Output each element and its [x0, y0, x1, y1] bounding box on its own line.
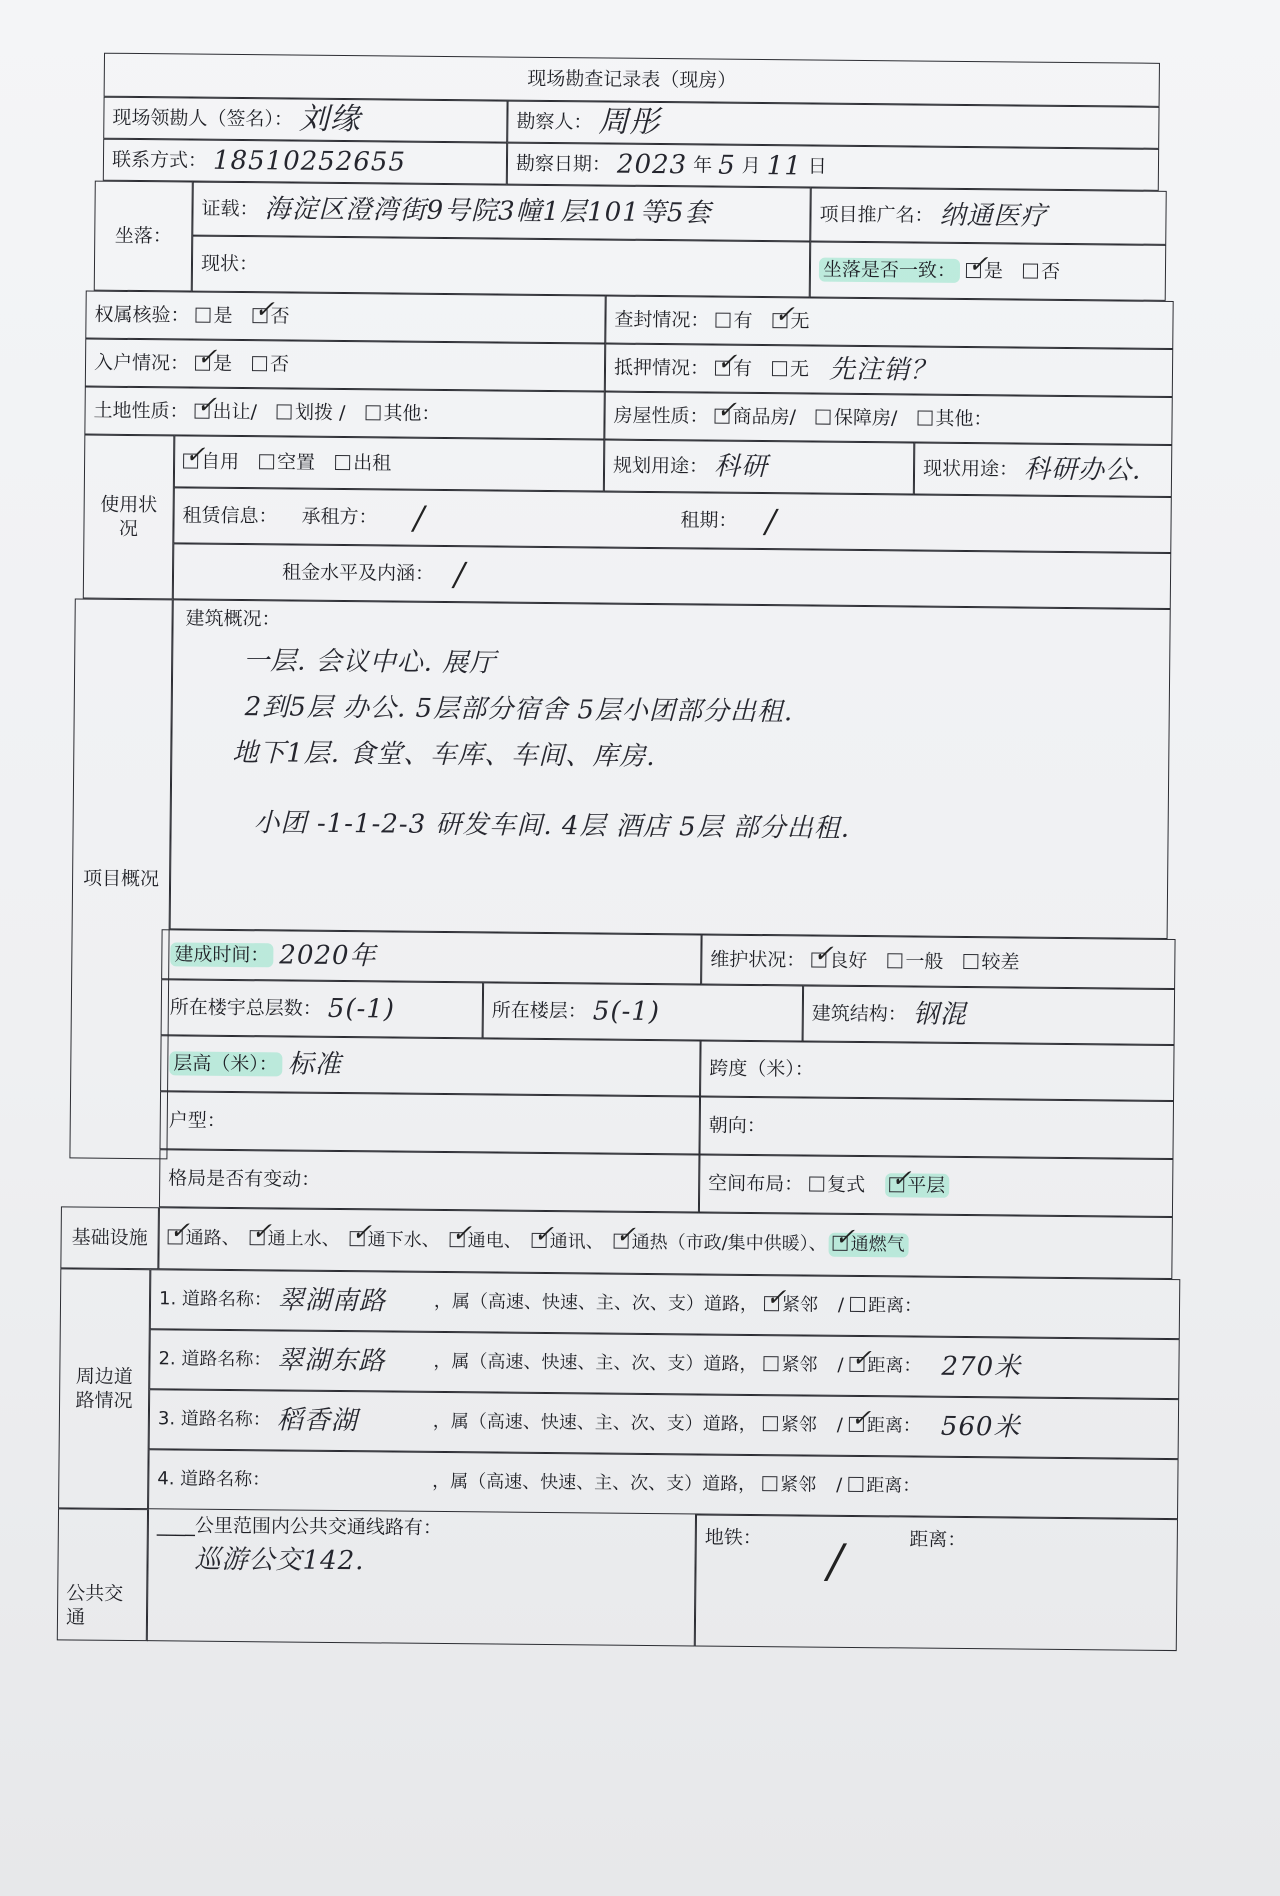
transport-label: 公共交通 — [65, 1582, 124, 1629]
certificate-label: 证载： — [201, 197, 259, 221]
project-name-cell — [810, 187, 1167, 244]
location-consistent-cell — [810, 241, 1167, 300]
road-1-name-label: 1. 道路名称： — [158, 1288, 273, 1311]
checkbox-land-other[interactable] — [365, 405, 380, 420]
floor-height-value: 标准 — [287, 1049, 342, 1081]
date-day-unit: 日 — [807, 155, 827, 178]
checkbox-road-1-adjacent[interactable] — [764, 1296, 779, 1311]
roads-label-cell — [58, 1268, 150, 1509]
rent-level-cell — [173, 543, 1171, 609]
lease-info-label: 租赁信息： — [182, 504, 278, 528]
checkbox-mortgage-none[interactable] — [772, 361, 787, 376]
built-year-label: 建成时间： — [170, 942, 273, 967]
water-supply-label: 通上水、 — [267, 1228, 340, 1251]
checkbox-road-1-distance[interactable] — [850, 1297, 865, 1312]
seizure-label: 查封情况： — [614, 308, 710, 332]
entry-label: 入户情况： — [93, 351, 190, 375]
checkbox-road-4-adjacent[interactable] — [762, 1476, 777, 1491]
road-3-distance-label: 距离： — [866, 1415, 921, 1437]
house-affordable-label: 保障房/ — [833, 406, 898, 430]
transport-label-cell — [57, 1508, 148, 1641]
checkbox-electricity[interactable] — [450, 1232, 465, 1247]
rented-label: 出租 — [353, 452, 392, 475]
checkbox-self-use[interactable] — [183, 453, 198, 468]
checkbox-rented[interactable] — [335, 455, 350, 470]
seizure-cell — [605, 296, 1173, 349]
current-state-label: 现状： — [200, 252, 259, 276]
road-4-name-label: 4. 道路名称： — [157, 1468, 271, 1491]
contact-value: 18510252655 — [212, 145, 407, 178]
infrastructure-label: 基础设施 — [71, 1226, 148, 1250]
road-row-1: 1. 道路名称： 翠湖南路 ，属（高速、快速、主、次、支）道路， ✓ 紧邻 / 距离： — [150, 1269, 1181, 1339]
checkbox-road-4-distance[interactable] — [848, 1477, 863, 1492]
built-year-cell — [161, 929, 701, 984]
layout-change-label: 格局是否有变动： — [168, 1167, 321, 1191]
checkbox-ownership-yes[interactable] — [195, 308, 210, 323]
checkbox-telecom[interactable] — [532, 1233, 547, 1248]
lessee-label: 承租方： — [301, 505, 378, 529]
location-label-cell — [94, 181, 193, 292]
checkbox-seizure-none[interactable] — [772, 313, 787, 328]
duplex-label: 复式 — [827, 1173, 866, 1197]
checkbox-maint-average[interactable] — [887, 953, 902, 968]
checkbox-road-3-adjacent[interactable] — [763, 1416, 778, 1431]
self-use-label: 自用 — [200, 450, 240, 474]
checkbox-consistent-no[interactable] — [1023, 264, 1038, 279]
metro-label: 地铁： — [704, 1526, 762, 1550]
structure-cell — [803, 985, 1176, 1045]
leader-signature: 刘缘 — [298, 101, 362, 138]
survey-form — [56, 52, 1240, 1713]
lessee-slash: / — [413, 498, 425, 537]
road-row-4: 4. 道路名称： ，属（高速、快速、主、次、支）道路， 紧邻 / 距离： — [148, 1449, 1179, 1519]
road-1-name: 翠湖南路 — [277, 1285, 387, 1317]
current-use-cell — [914, 442, 1172, 496]
electricity-label: 通电、 — [467, 1230, 522, 1252]
land-other-label: 其他： — [383, 402, 441, 425]
ownership-no-label: 否 — [270, 305, 290, 328]
checkbox-house-affordable[interactable] — [816, 410, 831, 425]
checkbox-road-2-distance[interactable] — [849, 1357, 864, 1372]
consistent-yes-label: 是 — [983, 260, 1004, 283]
total-floors-value: 5(-1) — [327, 993, 396, 1025]
date-label: 勘察日期： — [515, 152, 612, 176]
checkbox-flat[interactable] — [889, 1177, 904, 1192]
mortgage-none-label: 无 — [789, 358, 810, 381]
checkbox-heating[interactable] — [614, 1234, 629, 1249]
structure-value: 钢混 — [912, 999, 968, 1031]
planned-use-label: 规划用途： — [612, 454, 709, 478]
project-overview-label-cell — [69, 598, 172, 1159]
mortgage-cell — [605, 344, 1173, 397]
checkbox-sewer[interactable] — [350, 1231, 365, 1246]
floor-cell — [483, 982, 804, 1041]
floor-height-cell — [160, 1035, 701, 1096]
infrastructure-label-cell — [60, 1206, 159, 1269]
unit-type-label: 户型： — [168, 1109, 226, 1132]
sewer-label: 通下水、 — [367, 1229, 440, 1251]
contact-label: 联系方式： — [111, 148, 208, 172]
orientation-cell — [699, 1096, 1174, 1159]
bus-lines-value: 巡游公交142. — [194, 1544, 365, 1577]
road-2-name: 翠湖东路 — [277, 1345, 386, 1377]
checkbox-road-2-adjacent[interactable] — [763, 1356, 778, 1371]
land-transfer-label: 出让/ — [212, 400, 258, 424]
maintenance-cell — [701, 934, 1175, 989]
flat-label: 平层 — [907, 1174, 946, 1197]
orientation-label: 朝向： — [708, 1114, 766, 1138]
checkbox-entry-no[interactable] — [252, 356, 267, 371]
space-layout-label: 空间布局： — [708, 1172, 804, 1196]
checkbox-road-3-distance[interactable] — [849, 1417, 864, 1432]
road-4-class: ，属（高速、快速、主、次、支）道路， — [432, 1470, 757, 1496]
overview-line-2: 2到5层 办公. 5层部分宿舍 5层小团部分出租. — [244, 692, 794, 728]
ownership-yes-label: 是 — [213, 304, 233, 327]
date-year: 2023 — [616, 149, 688, 181]
house-commercial-label: 商品房/ — [732, 405, 797, 429]
planned-use-value: 科研 — [713, 451, 769, 483]
rent-level-slash: / — [453, 555, 466, 594]
road-4-name — [276, 1480, 426, 1481]
date-month-unit: 月 — [741, 154, 761, 178]
land-nature-cell — [84, 387, 604, 440]
lease-term-label: 租期： — [680, 509, 738, 532]
building-overview-cell — [170, 599, 1171, 939]
road-label: 通路、 — [185, 1227, 240, 1250]
house-nature-cell — [604, 392, 1172, 445]
house-other-label: 其他： — [935, 407, 993, 431]
vacant-label: 空置 — [277, 451, 316, 474]
heating-label: 通热（市政/集中供暖）、 — [631, 1231, 827, 1255]
checkbox-vacant[interactable] — [259, 454, 274, 469]
road-2-distance-value: 270米 — [941, 1351, 1022, 1383]
seizure-none-label: 无 — [790, 310, 810, 333]
road-1-distance-label: 距离： — [867, 1295, 923, 1317]
date-cell — [507, 143, 1159, 191]
road-3-class: ，属（高速、快速、主、次、支）道路， — [432, 1410, 757, 1436]
road-row-2: 2. 道路名称： 翠湖东路 ，属（高速、快速、主、次、支）道路， 紧邻 / ✓ 距离： 270米 — [149, 1329, 1180, 1399]
span-cell — [700, 1040, 1175, 1101]
contact-cell — [103, 139, 507, 185]
road-4-adjacent-label: 紧邻 — [780, 1474, 817, 1496]
date-day: 11 — [766, 151, 802, 182]
checkbox-house-other[interactable] — [917, 411, 932, 426]
surveyor-label: 勘察人： — [516, 110, 593, 134]
maint-good-label: 良好 — [829, 949, 868, 973]
maint-average-label: 一般 — [905, 950, 944, 973]
checkbox-ownership-no[interactable] — [252, 308, 267, 323]
road-1-class: ，属（高速、快速、主、次、支）道路， — [433, 1290, 759, 1316]
floor-value: 5(-1) — [592, 996, 661, 1028]
checkbox-maint-good[interactable] — [811, 953, 826, 968]
surveyor-cell — [507, 101, 1159, 149]
usage-options-cell — [174, 435, 604, 491]
location-consistent-label: 坐落是否一致： — [819, 258, 960, 283]
road-3-name: 稻香湖 — [276, 1405, 358, 1437]
mortgage-note: 先注销？ — [828, 354, 938, 386]
current-state-cell — [192, 236, 811, 298]
entry-yes-label: 是 — [212, 352, 233, 375]
lease-term-slash: / — [765, 502, 777, 541]
current-use-value: 科研办公. — [1023, 454, 1142, 486]
road-2-distance-label: 距离： — [867, 1355, 922, 1377]
mortgage-label: 抵押情况： — [613, 356, 710, 380]
road-3-name-label: 3. 道路名称： — [157, 1408, 271, 1431]
total-floors-label: 所在楼宇总层数： — [169, 996, 322, 1020]
project-name-label: 项目推广名： — [819, 203, 934, 227]
date-month: 5 — [718, 150, 736, 181]
overview-line-4: 小团 -1-1-2-3 研发车间. 4层 酒店 5层 部分出租. — [253, 808, 851, 844]
certificate-address: 海淀区澄湾街9号院3幢1层101等5套 — [264, 194, 712, 229]
gas-label: 通燃气 — [850, 1233, 905, 1256]
checkbox-consistent-yes[interactable] — [966, 263, 981, 278]
road-2-name-label: 2. 道路名称： — [158, 1348, 272, 1371]
road-4-distance-label: 距离： — [866, 1475, 921, 1497]
form-title: 现场勘查记录表（现房） — [527, 67, 737, 92]
total-floors-cell — [161, 979, 484, 1038]
road-1-adjacent-label: 紧邻 — [781, 1294, 819, 1316]
checkbox-maint-poor[interactable] — [963, 954, 978, 969]
house-nature-label: 房屋性质： — [613, 404, 709, 428]
telecom-label: 通讯、 — [549, 1231, 604, 1253]
road-3-adjacent-label: 紧邻 — [780, 1414, 817, 1436]
bus-lines-label: ____公里范围内公共交通线路有： — [156, 1514, 443, 1540]
checkbox-house-commercial[interactable] — [715, 409, 730, 424]
built-year-value: 2020年 — [279, 940, 377, 972]
floor-height-label: 层高（米）： — [169, 1051, 282, 1076]
maint-poor-label: 较差 — [981, 951, 1020, 974]
structure-label: 建筑结构： — [811, 1002, 907, 1026]
project-overview-label: 项目概况 — [82, 867, 160, 891]
certificate-cell — [192, 182, 810, 242]
land-allocate-label: 划拨 / — [294, 401, 346, 425]
surveyor-name: 周彤 — [598, 104, 661, 141]
unit-type-cell — [160, 1091, 701, 1154]
metro-cell — [695, 1514, 1178, 1651]
checkbox-land-allocate[interactable] — [277, 404, 292, 419]
roads-label: 周边道路情况 — [75, 1365, 133, 1413]
entry-no-label: 否 — [269, 353, 290, 376]
mortgage-have-label: 有 — [732, 357, 753, 380]
location-label: 坐落： — [114, 224, 172, 248]
road-row-3: 3. 道路名称： 稻香湖 ，属（高速、快速、主、次、支）道路， 紧邻 / ✓ 距离： 560米 — [149, 1389, 1180, 1459]
road-3-distance-value: 560米 — [940, 1411, 1021, 1443]
building-overview-label: 建筑概况： — [185, 607, 281, 631]
checkbox-water-supply[interactable] — [250, 1230, 265, 1245]
planned-use-cell — [604, 440, 914, 495]
checkbox-road[interactable] — [168, 1229, 183, 1244]
checkbox-gas[interactable] — [833, 1236, 848, 1251]
checkbox-mortgage-have[interactable] — [715, 361, 730, 376]
ownership-cell — [85, 291, 605, 344]
project-name-value: 纳通医疗 — [939, 200, 1048, 232]
floor-label: 所在楼层： — [491, 999, 587, 1023]
rent-level-label: 租金水平及内涵： — [281, 561, 435, 585]
space-layout-cell — [699, 1154, 1174, 1217]
maintenance-label: 维护状况： — [710, 948, 806, 972]
overview-line-3: 地下1层. 食堂、车库、车间、库房. — [232, 737, 656, 773]
layout-change-cell — [159, 1149, 700, 1212]
metro-slash: / — [827, 1533, 844, 1588]
consistent-no-label: 否 — [1040, 260, 1061, 283]
checkbox-entry-yes[interactable] — [195, 356, 210, 371]
land-nature-label: 土地性质： — [93, 399, 189, 423]
overview-line-1: 一层. 会议中心. 展厅 — [243, 646, 497, 679]
span-label: 跨度（米）： — [709, 1057, 814, 1081]
infrastructure-options-cell — [158, 1207, 1173, 1279]
checkbox-duplex[interactable] — [809, 1177, 824, 1192]
usage-status-label-cell — [83, 435, 175, 600]
metro-distance-label: 距离： — [909, 1528, 967, 1552]
leader-label: 现场领勘人（签名）： — [112, 106, 294, 131]
leader-cell — [103, 97, 507, 143]
bus-lines-cell — [147, 1509, 696, 1646]
ownership-label: 权属核验： — [94, 303, 190, 327]
road-2-adjacent-label: 紧邻 — [781, 1354, 818, 1376]
current-use-label: 现状用途： — [922, 457, 1019, 481]
checkbox-seizure-have[interactable] — [715, 313, 730, 328]
date-year-unit: 年 — [693, 154, 713, 177]
road-2-class: ，属（高速、快速、主、次、支）道路， — [433, 1350, 758, 1376]
seizure-have-label: 有 — [733, 309, 753, 332]
checkbox-land-transfer[interactable] — [195, 404, 210, 419]
lease-info-cell — [173, 487, 1171, 553]
entry-cell — [85, 339, 605, 392]
usage-status-label: 使用状况 — [100, 493, 158, 541]
